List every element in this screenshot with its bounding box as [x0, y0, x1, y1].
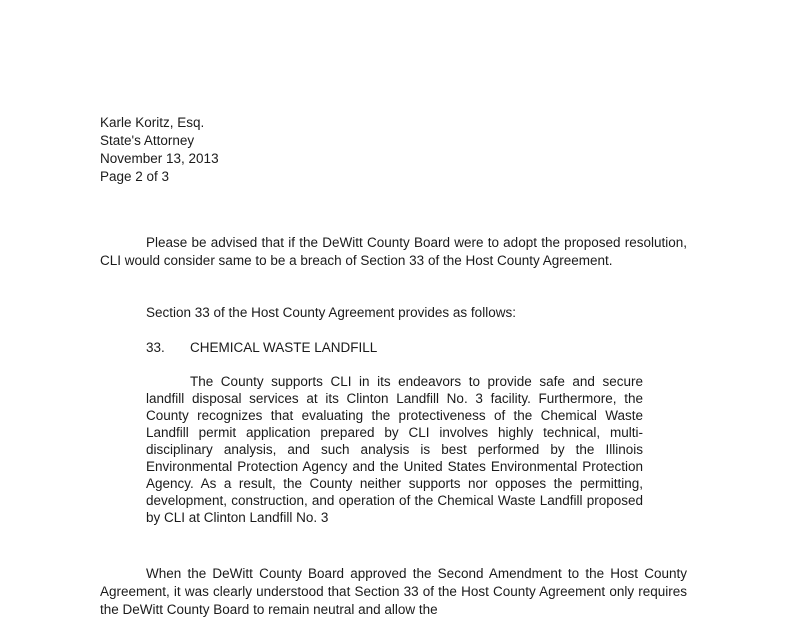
section-heading	[146, 339, 377, 357]
body-paragraph-1: Please be advised that if the DeWitt County Board were to adopt the proposed resolution, CLI would consider same to be a breach of Section 33 of the Host County Agreement.	[100, 235, 687, 268]
letter-header	[100, 114, 219, 186]
page-number: Page 2 of 3	[100, 169, 170, 184]
section-title: CHEMICAL WASTE LANDFILL	[190, 340, 378, 355]
quoted-section-text: The County supports CLI in its endeavors to provide safe and secure landfill disposal services at its Clinton Landfill No. 3 facility. Furthermore, the County recognizes that evaluating the protectiveness of the Chemical Waste Landfill permit application prepared by CLI involves highly technical, multi-disciplinary analysis, and such analysis is best performed by the Illinois Environmental Protection Agency and the United States Environmental Protection Agency. As a result, the County neither supports nor opposes the permitting, development, construction, and operation of the Chemical Waste Landfill proposed by CLI at Clinton Landfill No. 3	[146, 374, 643, 525]
body-paragraph-4: When the DeWitt County Board approved the Second Amendment to the Host County Agreement, it was clearly understood that Section 33 of the Host County Agreement only requires the DeWitt County Board to remain neutral and allow the	[100, 566, 687, 617]
letter-date: November 13, 2013	[100, 151, 219, 166]
body-paragraph-2: Section 33 of the Host County Agreement provides as follows:	[146, 305, 516, 320]
recipient-title: State's Attorney	[100, 133, 195, 148]
recipient-name: Karle Koritz, Esq.	[100, 115, 205, 130]
section-number: 33.	[146, 340, 165, 355]
